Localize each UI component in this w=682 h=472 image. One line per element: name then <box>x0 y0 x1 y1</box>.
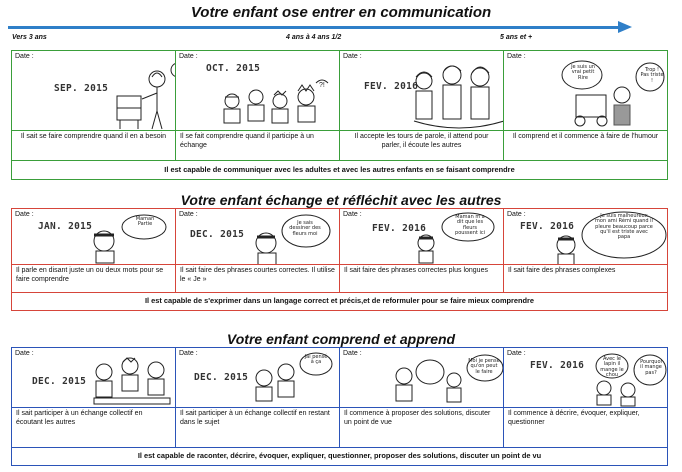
cell-description: Il sait participer à un échange collectif en restant dans le sujet <box>180 410 330 426</box>
cell-3-1 <box>12 348 176 447</box>
children-circle-drawing <box>414 59 503 129</box>
date-stamp: OCT. 2015 <box>206 63 261 74</box>
speech-bubble-text: Je sais dessiner des fleurs moi <box>289 220 321 237</box>
section-summary: Il est capable de raconter, décrire, évoquer, expliquer, questionner, proposer des solutions, discuter un point de vu <box>12 447 667 465</box>
main-title: Votre enfant ose entrer en communication <box>190 4 492 21</box>
date-label: Date : <box>507 211 526 218</box>
date-stamp: DEC. 2015 <box>190 229 245 240</box>
date-stamp: DEC. 2015 <box>32 376 87 387</box>
cell-picture <box>176 209 339 265</box>
progress-header <box>0 0 682 50</box>
date-label: Date : <box>15 211 34 218</box>
cell-3-4 <box>504 348 667 447</box>
age-label-4: 4 ans à 4 ans 1/2 <box>286 34 342 41</box>
cell-3-2 <box>176 348 340 447</box>
speech-bubble-text: Maman m'a dit que les fleurs poussent ici <box>455 214 485 236</box>
date-stamp: FEV. 2016 <box>520 221 575 232</box>
cell-picture <box>504 51 667 131</box>
cell-2-3 <box>340 209 504 293</box>
cell-description: Il sait faire des phrases courtes correctes. Il utilise le « Je » <box>180 267 335 283</box>
children-group-drawing <box>94 354 174 406</box>
section-understanding <box>11 347 668 466</box>
date-stamp: JAN. 2015 <box>38 221 93 232</box>
timeline-arrow-line <box>8 26 622 29</box>
section-exchange <box>11 208 668 311</box>
date-label: Date : <box>507 53 526 60</box>
speech-bubble-text: Moi je pense qu'on peut le faire <box>468 358 500 375</box>
cell-1-4 <box>504 51 667 161</box>
cell-1-1 <box>12 51 180 161</box>
date-label: Date : <box>343 53 362 60</box>
date-label: Date : <box>15 53 34 60</box>
cell-picture <box>340 51 503 131</box>
cell-picture <box>12 348 175 408</box>
speech-bubble-text: Avec le lapin il mange le chou <box>600 356 624 378</box>
cell-description: Il sait faire des phrases correctes plus longues <box>344 267 488 274</box>
section-summary: Il est capable de s'exprimer dans un langage correct et précis,et de reformuler pour se faire mieux comprendre <box>12 292 667 310</box>
cell-picture <box>12 209 175 265</box>
date-stamp: FEV. 2016 <box>372 223 427 234</box>
date-label: Date : <box>507 350 526 357</box>
cell-1-2 <box>176 51 340 161</box>
speech-bubble-text: Je suis malheureux mon ami Rémi quand il pleure beaucoup parce qu'il est triste avec papa <box>595 213 653 240</box>
date-label: Date : <box>15 350 34 357</box>
cell-description: Il sait se faire comprendre quand il en a besoin <box>20 133 167 140</box>
speech-bubble-text: Maman Partie <box>135 216 155 228</box>
cell-description: Il se fait comprendre quand il participe à un échange <box>180 133 314 149</box>
speech-bubble-text: Pourquoi il mange pas? <box>640 359 662 376</box>
children-group-drawing <box>216 75 336 130</box>
svg-text:?!: ?! <box>319 82 325 89</box>
cell-picture <box>504 209 667 265</box>
date-label: Date : <box>343 211 362 218</box>
cell-picture <box>504 348 667 408</box>
date-label: Date : <box>179 350 198 357</box>
age-label-3: Vers 3 ans <box>12 34 47 41</box>
cell-description: Il sait faire des phrases complexes <box>508 267 616 274</box>
cell-1-3 <box>340 51 504 161</box>
cell-picture <box>340 209 503 265</box>
section-communication <box>11 50 668 180</box>
cell-description: Il commence à décrire, évoquer, expliquer, questionner <box>508 410 640 426</box>
date-stamp: FEV. 2016 <box>364 81 419 92</box>
speech-bubble-text: Je suis un vrai petit Rire <box>571 64 595 81</box>
date-stamp: DEC. 2015 <box>194 372 249 383</box>
cell-picture <box>176 348 339 408</box>
date-label: Date : <box>179 53 198 60</box>
section-title: Votre enfant comprend et apprend <box>226 331 456 347</box>
cell-description: Il commence à proposer des solutions, discuter un point de vue <box>344 410 491 426</box>
cell-description: Il comprend et il commence à faire de l'humour <box>512 133 659 140</box>
section-summary: Il est capable de communiquer avec les adultes et avec les autres enfants en se faisant comprendre <box>12 160 667 179</box>
cell-description: Il parle en disant juste un ou deux mots pour se faire comprendre <box>16 267 164 283</box>
date-stamp: SEP. 2015 <box>54 83 109 94</box>
timeline-arrow-head <box>618 21 632 33</box>
cell-2-1 <box>12 209 176 293</box>
child-drawing: ? <box>112 61 175 131</box>
cell-picture <box>176 51 339 131</box>
date-label: Date : <box>343 350 362 357</box>
age-label-5: 5 ans et + <box>500 34 533 41</box>
cell-2-2 <box>176 209 340 293</box>
cell-description: Il accepte les tours de parole, il attend pour parler, il écoute les autres <box>354 133 489 149</box>
cell-picture <box>12 51 180 131</box>
section-title: Votre enfant échange et réfléchit avec les autres <box>180 192 502 208</box>
cell-picture <box>340 348 503 408</box>
date-stamp: FEV. 2016 <box>530 360 585 371</box>
cell-2-4 <box>504 209 667 293</box>
speech-bubble-text: Jai pensé à ça <box>304 354 328 366</box>
date-label: Date : <box>179 211 198 218</box>
speech-bubble-text: Trop ! Pas triste ! <box>640 67 664 84</box>
cell-3-3 <box>340 348 504 447</box>
cell-description: Il sait participer à un échange collectif en écoutant les autres <box>16 410 143 426</box>
